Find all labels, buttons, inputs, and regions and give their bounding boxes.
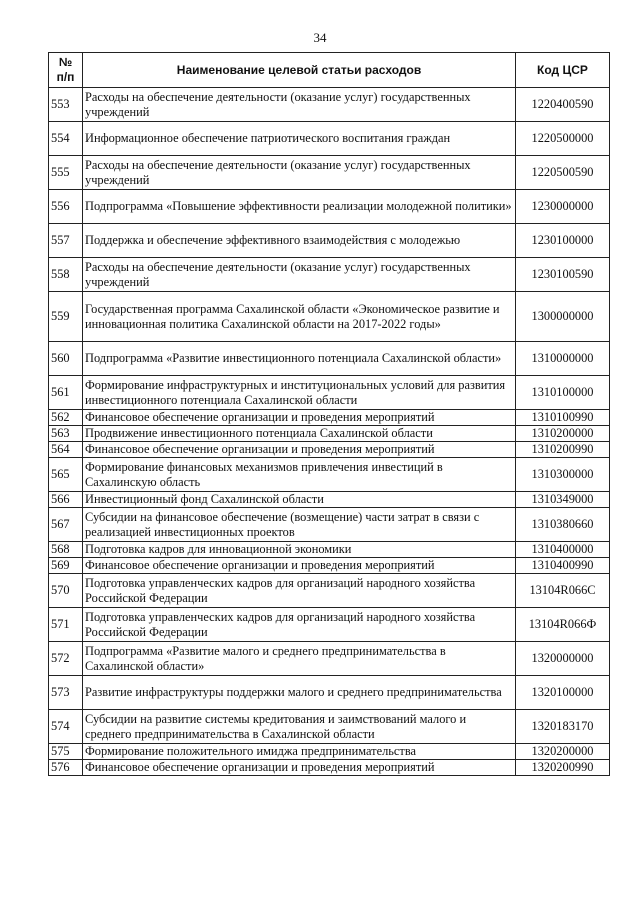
row-number: 571 (49, 608, 83, 642)
table-header-row (49, 53, 610, 88)
table-row (49, 122, 610, 156)
table-row (49, 574, 610, 608)
row-csr-code: 1320183170 (516, 710, 610, 744)
row-expense-name: Субсидии на финансовое обеспечение (возмещение) части затрат в связи с реализацией инвестиционных проектов (83, 508, 516, 542)
row-expense-name: Подготовка кадров для инновационной экономики (83, 542, 516, 558)
row-expense-name: Развитие инфраструктуры поддержки малого и среднего предпринимательства (83, 676, 516, 710)
table-row (49, 760, 610, 776)
row-number: 559 (49, 292, 83, 342)
row-csr-code: 13104R066Ф (516, 608, 610, 642)
row-csr-code: 1310380660 (516, 508, 610, 542)
row-expense-name: Государственная программа Сахалинской области «Экономическое развитие и инновационная политика Сахалинской области на 2017-2022 годы» (83, 292, 516, 342)
row-number: 557 (49, 224, 83, 258)
row-number: 555 (49, 156, 83, 190)
row-number: 569 (49, 558, 83, 574)
row-expense-name: Расходы на обеспечение деятельности (оказание услуг) государственных учреждений (83, 88, 516, 122)
row-csr-code: 1310100990 (516, 410, 610, 426)
row-expense-name: Подпрограмма «Развитие инвестиционного потенциала Сахалинской области» (83, 342, 516, 376)
row-expense-name: Субсидии на развитие системы кредитования и заимствований малого и среднего предпринимательства в Сахалинской области (83, 710, 516, 744)
row-number: 565 (49, 458, 83, 492)
table-body (49, 88, 610, 776)
table-row (49, 508, 610, 542)
row-number: 560 (49, 342, 83, 376)
row-csr-code: 1230100590 (516, 258, 610, 292)
row-csr-code: 1310000000 (516, 342, 610, 376)
row-csr-code: 1310100000 (516, 376, 610, 410)
row-number: 566 (49, 492, 83, 508)
table-row (49, 676, 610, 710)
row-number: 567 (49, 508, 83, 542)
table-row (49, 542, 610, 558)
row-number: 561 (49, 376, 83, 410)
row-csr-code: 1310300000 (516, 458, 610, 492)
row-csr-code: 1220400590 (516, 88, 610, 122)
table-row (49, 156, 610, 190)
table-row (49, 458, 610, 492)
row-number: 570 (49, 574, 83, 608)
row-number: 558 (49, 258, 83, 292)
table-row (49, 558, 610, 574)
row-expense-name: Поддержка и обеспечение эффективного взаимодействия с молодежью (83, 224, 516, 258)
row-expense-name: Подпрограмма «Развитие малого и среднего предпринимательства в Сахалинской области» (83, 642, 516, 676)
table-row (49, 88, 610, 122)
row-csr-code: 13104R066C (516, 574, 610, 608)
row-csr-code: 1230100000 (516, 224, 610, 258)
column-header-code: Код ЦСР (516, 53, 610, 88)
table-row (49, 410, 610, 426)
row-number: 563 (49, 426, 83, 442)
row-csr-code: 1300000000 (516, 292, 610, 342)
row-expense-name: Формирование финансовых механизмов привлечения инвестиций в Сахалинскую область (83, 458, 516, 492)
column-header-number (49, 53, 83, 88)
row-expense-name: Формирование положительного имиджа предпринимательства (83, 744, 516, 760)
row-csr-code: 1220500000 (516, 122, 610, 156)
row-expense-name: Подготовка управленческих кадров для организаций народного хозяйства Российской Федерации (83, 574, 516, 608)
table-row (49, 258, 610, 292)
table-row (49, 342, 610, 376)
table-row (49, 190, 610, 224)
row-number: 573 (49, 676, 83, 710)
column-header-number-line1: № (58, 55, 73, 69)
row-csr-code: 1320100000 (516, 676, 610, 710)
row-expense-name: Финансовое обеспечение организации и проведения мероприятий (83, 558, 516, 574)
table-row (49, 426, 610, 442)
table-row (49, 376, 610, 410)
row-expense-name: Расходы на обеспечение деятельности (оказание услуг) государственных учреждений (83, 258, 516, 292)
row-number: 574 (49, 710, 83, 744)
table-row (49, 492, 610, 508)
row-csr-code: 1310200000 (516, 426, 610, 442)
row-number: 556 (49, 190, 83, 224)
table-row (49, 224, 610, 258)
table-row (49, 744, 610, 760)
row-number: 562 (49, 410, 83, 426)
row-expense-name: Расходы на обеспечение деятельности (оказание услуг) государственных учреждений (83, 156, 516, 190)
row-csr-code: 1310349000 (516, 492, 610, 508)
column-header-name: Наименование целевой статьи расходов (83, 53, 516, 88)
table-row (49, 710, 610, 744)
table-row (49, 292, 610, 342)
table-row (49, 642, 610, 676)
row-expense-name: Финансовое обеспечение организации и проведения мероприятий (83, 760, 516, 776)
row-number: 553 (49, 88, 83, 122)
row-expense-name: Продвижение инвестиционного потенциала Сахалинской области (83, 426, 516, 442)
row-expense-name: Финансовое обеспечение организации и проведения мероприятий (83, 442, 516, 458)
row-expense-name: Формирование инфраструктурных и институциональных условий для развития инвестиционного потенциала Сахалинской области (83, 376, 516, 410)
row-expense-name: Информационное обеспечение патриотического воспитания граждан (83, 122, 516, 156)
table-row (49, 442, 610, 458)
row-number: 568 (49, 542, 83, 558)
row-number: 564 (49, 442, 83, 458)
row-csr-code: 1310200990 (516, 442, 610, 458)
row-number: 554 (49, 122, 83, 156)
row-csr-code: 1230000000 (516, 190, 610, 224)
row-csr-code: 1310400990 (516, 558, 610, 574)
row-csr-code: 1320000000 (516, 642, 610, 676)
row-number: 572 (49, 642, 83, 676)
column-header-number-line2: п/п (56, 70, 75, 84)
row-csr-code: 1320200990 (516, 760, 610, 776)
row-expense-name: Подпрограмма «Повышение эффективности реализации молодежной политики» (83, 190, 516, 224)
row-number: 576 (49, 760, 83, 776)
table-row (49, 608, 610, 642)
page-number: 34 (313, 30, 327, 45)
row-expense-name: Инвестиционный фонд Сахалинской области (83, 492, 516, 508)
row-number: 575 (49, 744, 83, 760)
row-csr-code: 1320200000 (516, 744, 610, 760)
row-expense-name: Подготовка управленческих кадров для организаций народного хозяйства Российской Федерации (83, 608, 516, 642)
row-csr-code: 1220500590 (516, 156, 610, 190)
row-expense-name: Финансовое обеспечение организации и проведения мероприятий (83, 410, 516, 426)
budget-classification-table (48, 52, 610, 776)
row-csr-code: 1310400000 (516, 542, 610, 558)
